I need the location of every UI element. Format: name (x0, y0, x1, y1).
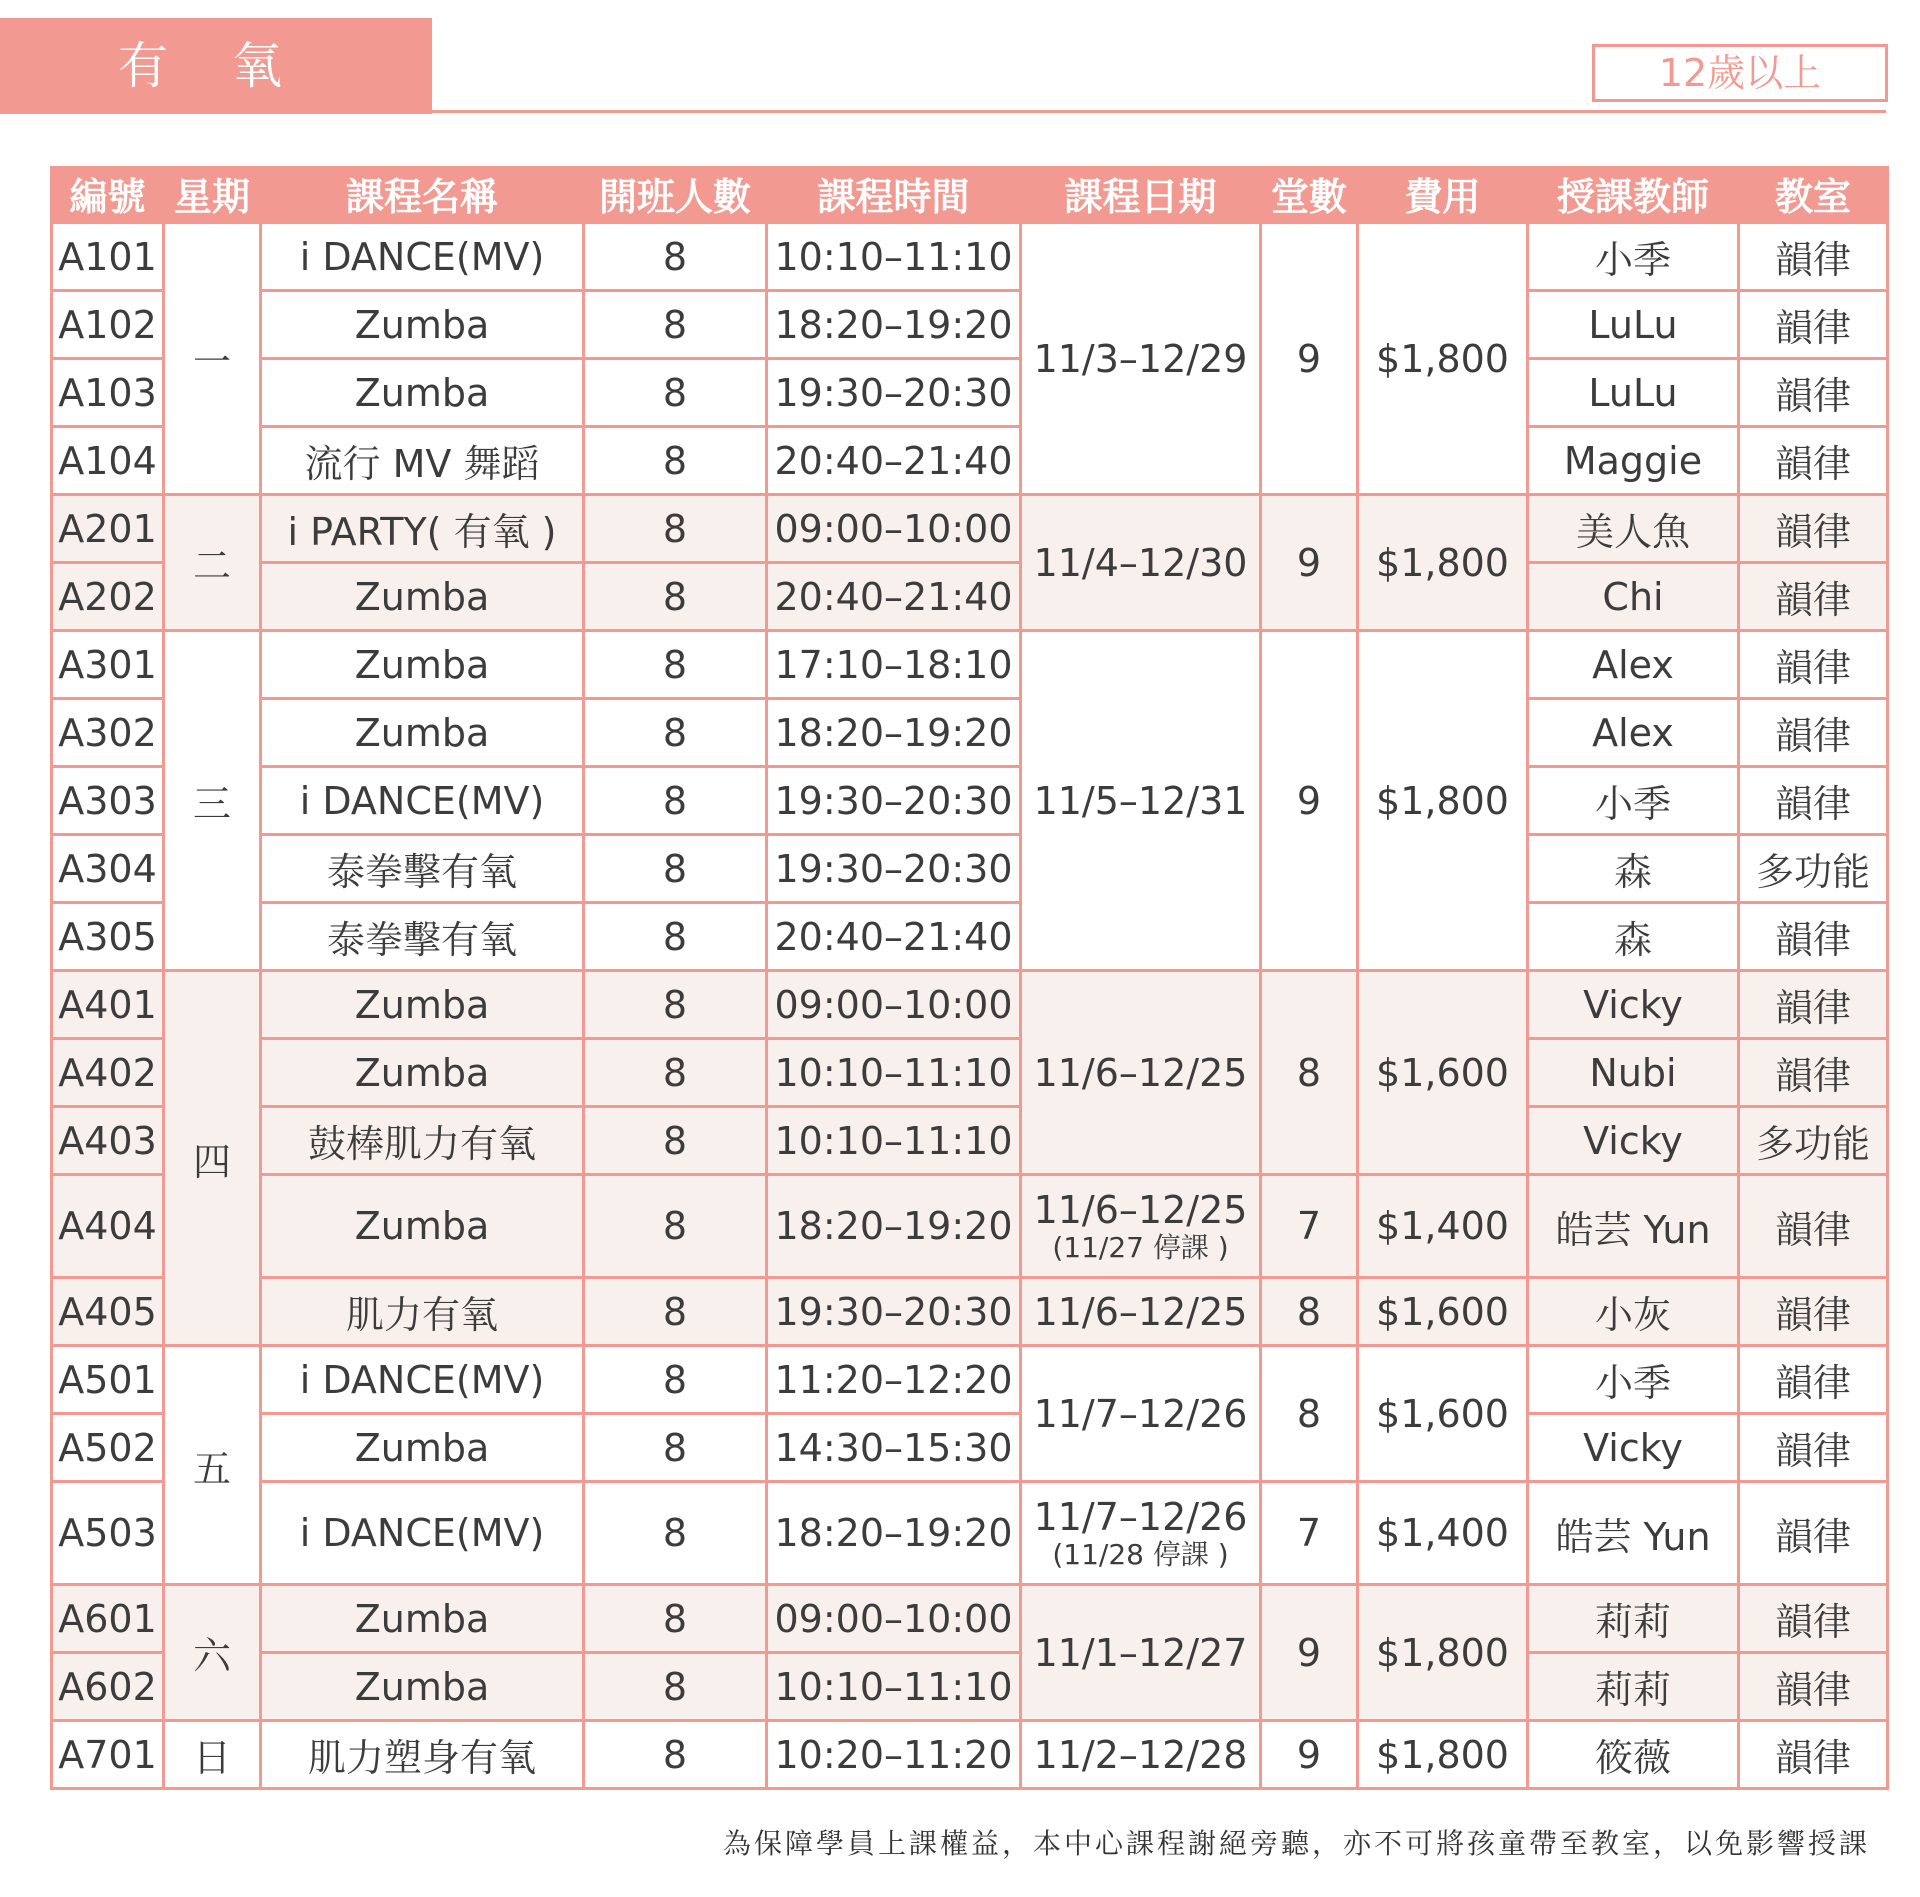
course-dates: 11/3–12/29 (1021, 223, 1261, 495)
column-header: 課程日期 (1021, 166, 1261, 223)
weekday: 五 (164, 1346, 261, 1585)
table-row (52, 1107, 1888, 1175)
weekday: 日 (164, 1721, 261, 1789)
classroom: 多功能 (1739, 1107, 1888, 1175)
course-id: A602 (52, 1653, 164, 1721)
course-name: 肌力塑身有氧 (261, 1721, 584, 1789)
course-name: 泰拳擊有氧 (261, 835, 584, 903)
class-size: 8 (584, 1175, 767, 1278)
course-id: A601 (52, 1585, 164, 1653)
class-size: 8 (584, 971, 767, 1039)
table-row (52, 903, 1888, 971)
course-id: A403 (52, 1107, 164, 1175)
instructor: 莉莉 (1528, 1585, 1739, 1653)
instructor: 皓芸 Yun (1528, 1482, 1739, 1585)
course-time: 20:40–21:40 (767, 427, 1021, 495)
column-header: 費用 (1358, 166, 1528, 223)
course-name: Zumba (261, 359, 584, 427)
course-dates (1021, 1482, 1261, 1585)
class-size: 8 (584, 1585, 767, 1653)
course-id: A304 (52, 835, 164, 903)
instructor: LuLu (1528, 359, 1739, 427)
table-row (52, 563, 1888, 631)
table-row (52, 631, 1888, 699)
instructor: Nubi (1528, 1039, 1739, 1107)
table-row (52, 1175, 1888, 1278)
column-header: 教室 (1739, 166, 1888, 223)
class-size: 8 (584, 835, 767, 903)
cancellation-note: (11/28 停課 ) (1052, 1538, 1229, 1571)
classroom: 韻律 (1739, 359, 1888, 427)
course-id: A503 (52, 1482, 164, 1585)
course-dates: 11/1–12/27 (1021, 1585, 1261, 1721)
session-count: 9 (1261, 1721, 1358, 1789)
class-size: 8 (584, 1346, 767, 1414)
course-time: 18:20–19:20 (767, 1175, 1021, 1278)
class-size: 8 (584, 359, 767, 427)
table-row (52, 359, 1888, 427)
instructor: 莉莉 (1528, 1653, 1739, 1721)
course-id: A305 (52, 903, 164, 971)
course-id: A501 (52, 1346, 164, 1414)
table-row (52, 1721, 1888, 1789)
classroom: 韻律 (1739, 1278, 1888, 1346)
session-count: 9 (1261, 495, 1358, 631)
course-id: A103 (52, 359, 164, 427)
age-badge: 12歲以上 (1592, 44, 1888, 102)
instructor: Maggie (1528, 427, 1739, 495)
table-row (52, 1039, 1888, 1107)
course-fee: $1,600 (1358, 1278, 1528, 1346)
classroom: 韻律 (1739, 427, 1888, 495)
table-header-row (52, 166, 1888, 223)
table-row (52, 427, 1888, 495)
instructor: 筱薇 (1528, 1721, 1739, 1789)
class-size: 8 (584, 427, 767, 495)
table-row (52, 835, 1888, 903)
classroom: 多功能 (1739, 835, 1888, 903)
course-time: 19:30–20:30 (767, 359, 1021, 427)
course-name: 流行 MV 舞蹈 (261, 427, 584, 495)
course-name: 泰拳擊有氧 (261, 903, 584, 971)
course-name: i DANCE(MV) (261, 767, 584, 835)
table-row (52, 1278, 1888, 1346)
course-fee: $1,800 (1358, 495, 1528, 631)
instructor: 皓芸 Yun (1528, 1175, 1739, 1278)
weekday: 三 (164, 631, 261, 971)
class-size: 8 (584, 631, 767, 699)
course-id: A302 (52, 699, 164, 767)
course-time: 18:20–19:20 (767, 699, 1021, 767)
instructor: 小季 (1528, 767, 1739, 835)
column-header: 課程時間 (767, 166, 1021, 223)
instructor: 森 (1528, 835, 1739, 903)
classroom: 韻律 (1739, 1039, 1888, 1107)
course-id: A502 (52, 1414, 164, 1482)
classroom: 韻律 (1739, 631, 1888, 699)
column-header: 編號 (52, 166, 164, 223)
course-fee: $1,800 (1358, 1721, 1528, 1789)
instructor: 小季 (1528, 1346, 1739, 1414)
course-dates (1021, 1175, 1261, 1278)
course-name: Zumba (261, 1414, 584, 1482)
table-row (52, 1482, 1888, 1585)
classroom: 韻律 (1739, 1653, 1888, 1721)
table-row (52, 971, 1888, 1039)
classroom: 韻律 (1739, 1346, 1888, 1414)
course-name: Zumba (261, 1585, 584, 1653)
course-name: Zumba (261, 971, 584, 1039)
course-time: 14:30–15:30 (767, 1414, 1021, 1482)
course-id: A101 (52, 223, 164, 291)
classroom: 韻律 (1739, 563, 1888, 631)
column-header: 開班人數 (584, 166, 767, 223)
course-time: 10:10–11:10 (767, 1039, 1021, 1107)
instructor: Alex (1528, 699, 1739, 767)
class-size: 8 (584, 223, 767, 291)
course-id: A301 (52, 631, 164, 699)
classroom: 韻律 (1739, 1585, 1888, 1653)
classroom: 韻律 (1739, 903, 1888, 971)
course-dates: 11/2–12/28 (1021, 1721, 1261, 1789)
course-id: A701 (52, 1721, 164, 1789)
session-count: 8 (1261, 971, 1358, 1175)
class-size: 8 (584, 495, 767, 563)
session-count: 9 (1261, 1585, 1358, 1721)
course-id: A401 (52, 971, 164, 1039)
course-name: Zumba (261, 1653, 584, 1721)
course-name: Zumba (261, 1039, 584, 1107)
instructor: 小灰 (1528, 1278, 1739, 1346)
course-name: 肌力有氧 (261, 1278, 584, 1346)
class-size: 8 (584, 1278, 767, 1346)
classroom: 韻律 (1739, 291, 1888, 359)
class-size: 8 (584, 1482, 767, 1585)
footer-notice: 為保障學員上課權益，本中心課程謝絕旁聽，亦不可將孩童帶至教室，以免影響授課 (722, 1827, 1870, 1860)
class-size: 8 (584, 767, 767, 835)
session-count: 7 (1261, 1482, 1358, 1585)
course-time: 10:20–11:20 (767, 1721, 1021, 1789)
class-size: 8 (584, 1107, 767, 1175)
course-time: 09:00–10:00 (767, 971, 1021, 1039)
class-size: 8 (584, 903, 767, 971)
course-dates: 11/6–12/25 (1021, 971, 1261, 1175)
course-time: 10:10–11:10 (767, 1653, 1021, 1721)
classroom: 韻律 (1739, 1175, 1888, 1278)
course-dates: 11/6–12/25 (1021, 1278, 1261, 1346)
course-name: i DANCE(MV) (261, 1346, 584, 1414)
class-size: 8 (584, 1039, 767, 1107)
session-count: 8 (1261, 1278, 1358, 1346)
instructor: LuLu (1528, 291, 1739, 359)
classroom: 韻律 (1739, 767, 1888, 835)
cancellation-note: (11/27 停課 ) (1052, 1231, 1229, 1264)
classroom: 韻律 (1739, 223, 1888, 291)
course-id: A202 (52, 563, 164, 631)
weekday: 二 (164, 495, 261, 631)
course-name: Zumba (261, 563, 584, 631)
classroom: 韻律 (1739, 1482, 1888, 1585)
course-dates: 11/7–12/26 (1021, 1346, 1261, 1482)
column-header: 課程名稱 (261, 166, 584, 223)
table-row (52, 1585, 1888, 1653)
weekday: 四 (164, 971, 261, 1346)
course-fee: $1,800 (1358, 223, 1528, 495)
course-time: 18:20–19:20 (767, 1482, 1021, 1585)
course-time: 09:00–10:00 (767, 495, 1021, 563)
course-fee: $1,800 (1358, 1585, 1528, 1721)
class-size: 8 (584, 1653, 767, 1721)
table-row (52, 699, 1888, 767)
course-id: A402 (52, 1039, 164, 1107)
table-row (52, 1653, 1888, 1721)
course-dates: 11/5–12/31 (1021, 631, 1261, 971)
class-size: 8 (584, 699, 767, 767)
session-count: 9 (1261, 631, 1358, 971)
course-fee: $1,600 (1358, 1346, 1528, 1482)
course-fee: $1,600 (1358, 971, 1528, 1175)
course-id: A104 (52, 427, 164, 495)
instructor: 小季 (1528, 223, 1739, 291)
instructor: Vicky (1528, 1107, 1739, 1175)
course-time: 11:20–12:20 (767, 1346, 1021, 1414)
course-time: 17:10–18:10 (767, 631, 1021, 699)
course-time: 18:20–19:20 (767, 291, 1021, 359)
course-name: Zumba (261, 631, 584, 699)
classroom: 韻律 (1739, 1721, 1888, 1789)
course-name: i PARTY( 有氧 ) (261, 495, 584, 563)
course-time: 10:10–11:10 (767, 223, 1021, 291)
table-row (52, 495, 1888, 563)
table-row (52, 291, 1888, 359)
classroom: 韻律 (1739, 1414, 1888, 1482)
course-name: Zumba (261, 1175, 584, 1278)
course-dates: 11/4–12/30 (1021, 495, 1261, 631)
classroom: 韻律 (1739, 495, 1888, 563)
table-row (52, 223, 1888, 291)
course-name: i DANCE(MV) (261, 1482, 584, 1585)
weekday: 六 (164, 1585, 261, 1721)
table-row (52, 767, 1888, 835)
course-id: A102 (52, 291, 164, 359)
session-count: 9 (1261, 223, 1358, 495)
instructor: 美人魚 (1528, 495, 1739, 563)
table-row (52, 1414, 1888, 1482)
course-schedule-table (50, 166, 1889, 1790)
course-id: A303 (52, 767, 164, 835)
course-id: A404 (52, 1175, 164, 1278)
section-title: 有氧 (118, 37, 346, 95)
instructor: 森 (1528, 903, 1739, 971)
classroom: 韻律 (1739, 971, 1888, 1039)
course-fee: $1,400 (1358, 1175, 1528, 1278)
course-time: 20:40–21:40 (767, 563, 1021, 631)
session-count: 8 (1261, 1346, 1358, 1482)
class-size: 8 (584, 1414, 767, 1482)
course-name: Zumba (261, 291, 584, 359)
course-time: 19:30–20:30 (767, 767, 1021, 835)
column-header: 堂數 (1261, 166, 1358, 223)
instructor: Vicky (1528, 1414, 1739, 1482)
course-fee: $1,400 (1358, 1482, 1528, 1585)
course-time: 19:30–20:30 (767, 1278, 1021, 1346)
course-id: A201 (52, 495, 164, 563)
course-name: Zumba (261, 699, 584, 767)
instructor: Alex (1528, 631, 1739, 699)
class-size: 8 (584, 1721, 767, 1789)
course-time: 09:00–10:00 (767, 1585, 1021, 1653)
course-fee: $1,800 (1358, 631, 1528, 971)
weekday: 一 (164, 223, 261, 495)
course-time: 20:40–21:40 (767, 903, 1021, 971)
title-divider (432, 110, 1886, 113)
course-dates-range: 11/6–12/25 (1033, 1188, 1248, 1232)
session-count: 7 (1261, 1175, 1358, 1278)
instructor: Chi (1528, 563, 1739, 631)
course-name: i DANCE(MV) (261, 223, 584, 291)
classroom: 韻律 (1739, 699, 1888, 767)
course-dates-range: 11/7–12/26 (1033, 1495, 1248, 1539)
class-size: 8 (584, 563, 767, 631)
course-name: 鼓棒肌力有氧 (261, 1107, 584, 1175)
course-time: 19:30–20:30 (767, 835, 1021, 903)
course-time: 10:10–11:10 (767, 1107, 1021, 1175)
column-header: 星期 (164, 166, 261, 223)
column-header: 授課教師 (1528, 166, 1739, 223)
course-id: A405 (52, 1278, 164, 1346)
class-size: 8 (584, 291, 767, 359)
table-row (52, 1346, 1888, 1414)
instructor: Vicky (1528, 971, 1739, 1039)
